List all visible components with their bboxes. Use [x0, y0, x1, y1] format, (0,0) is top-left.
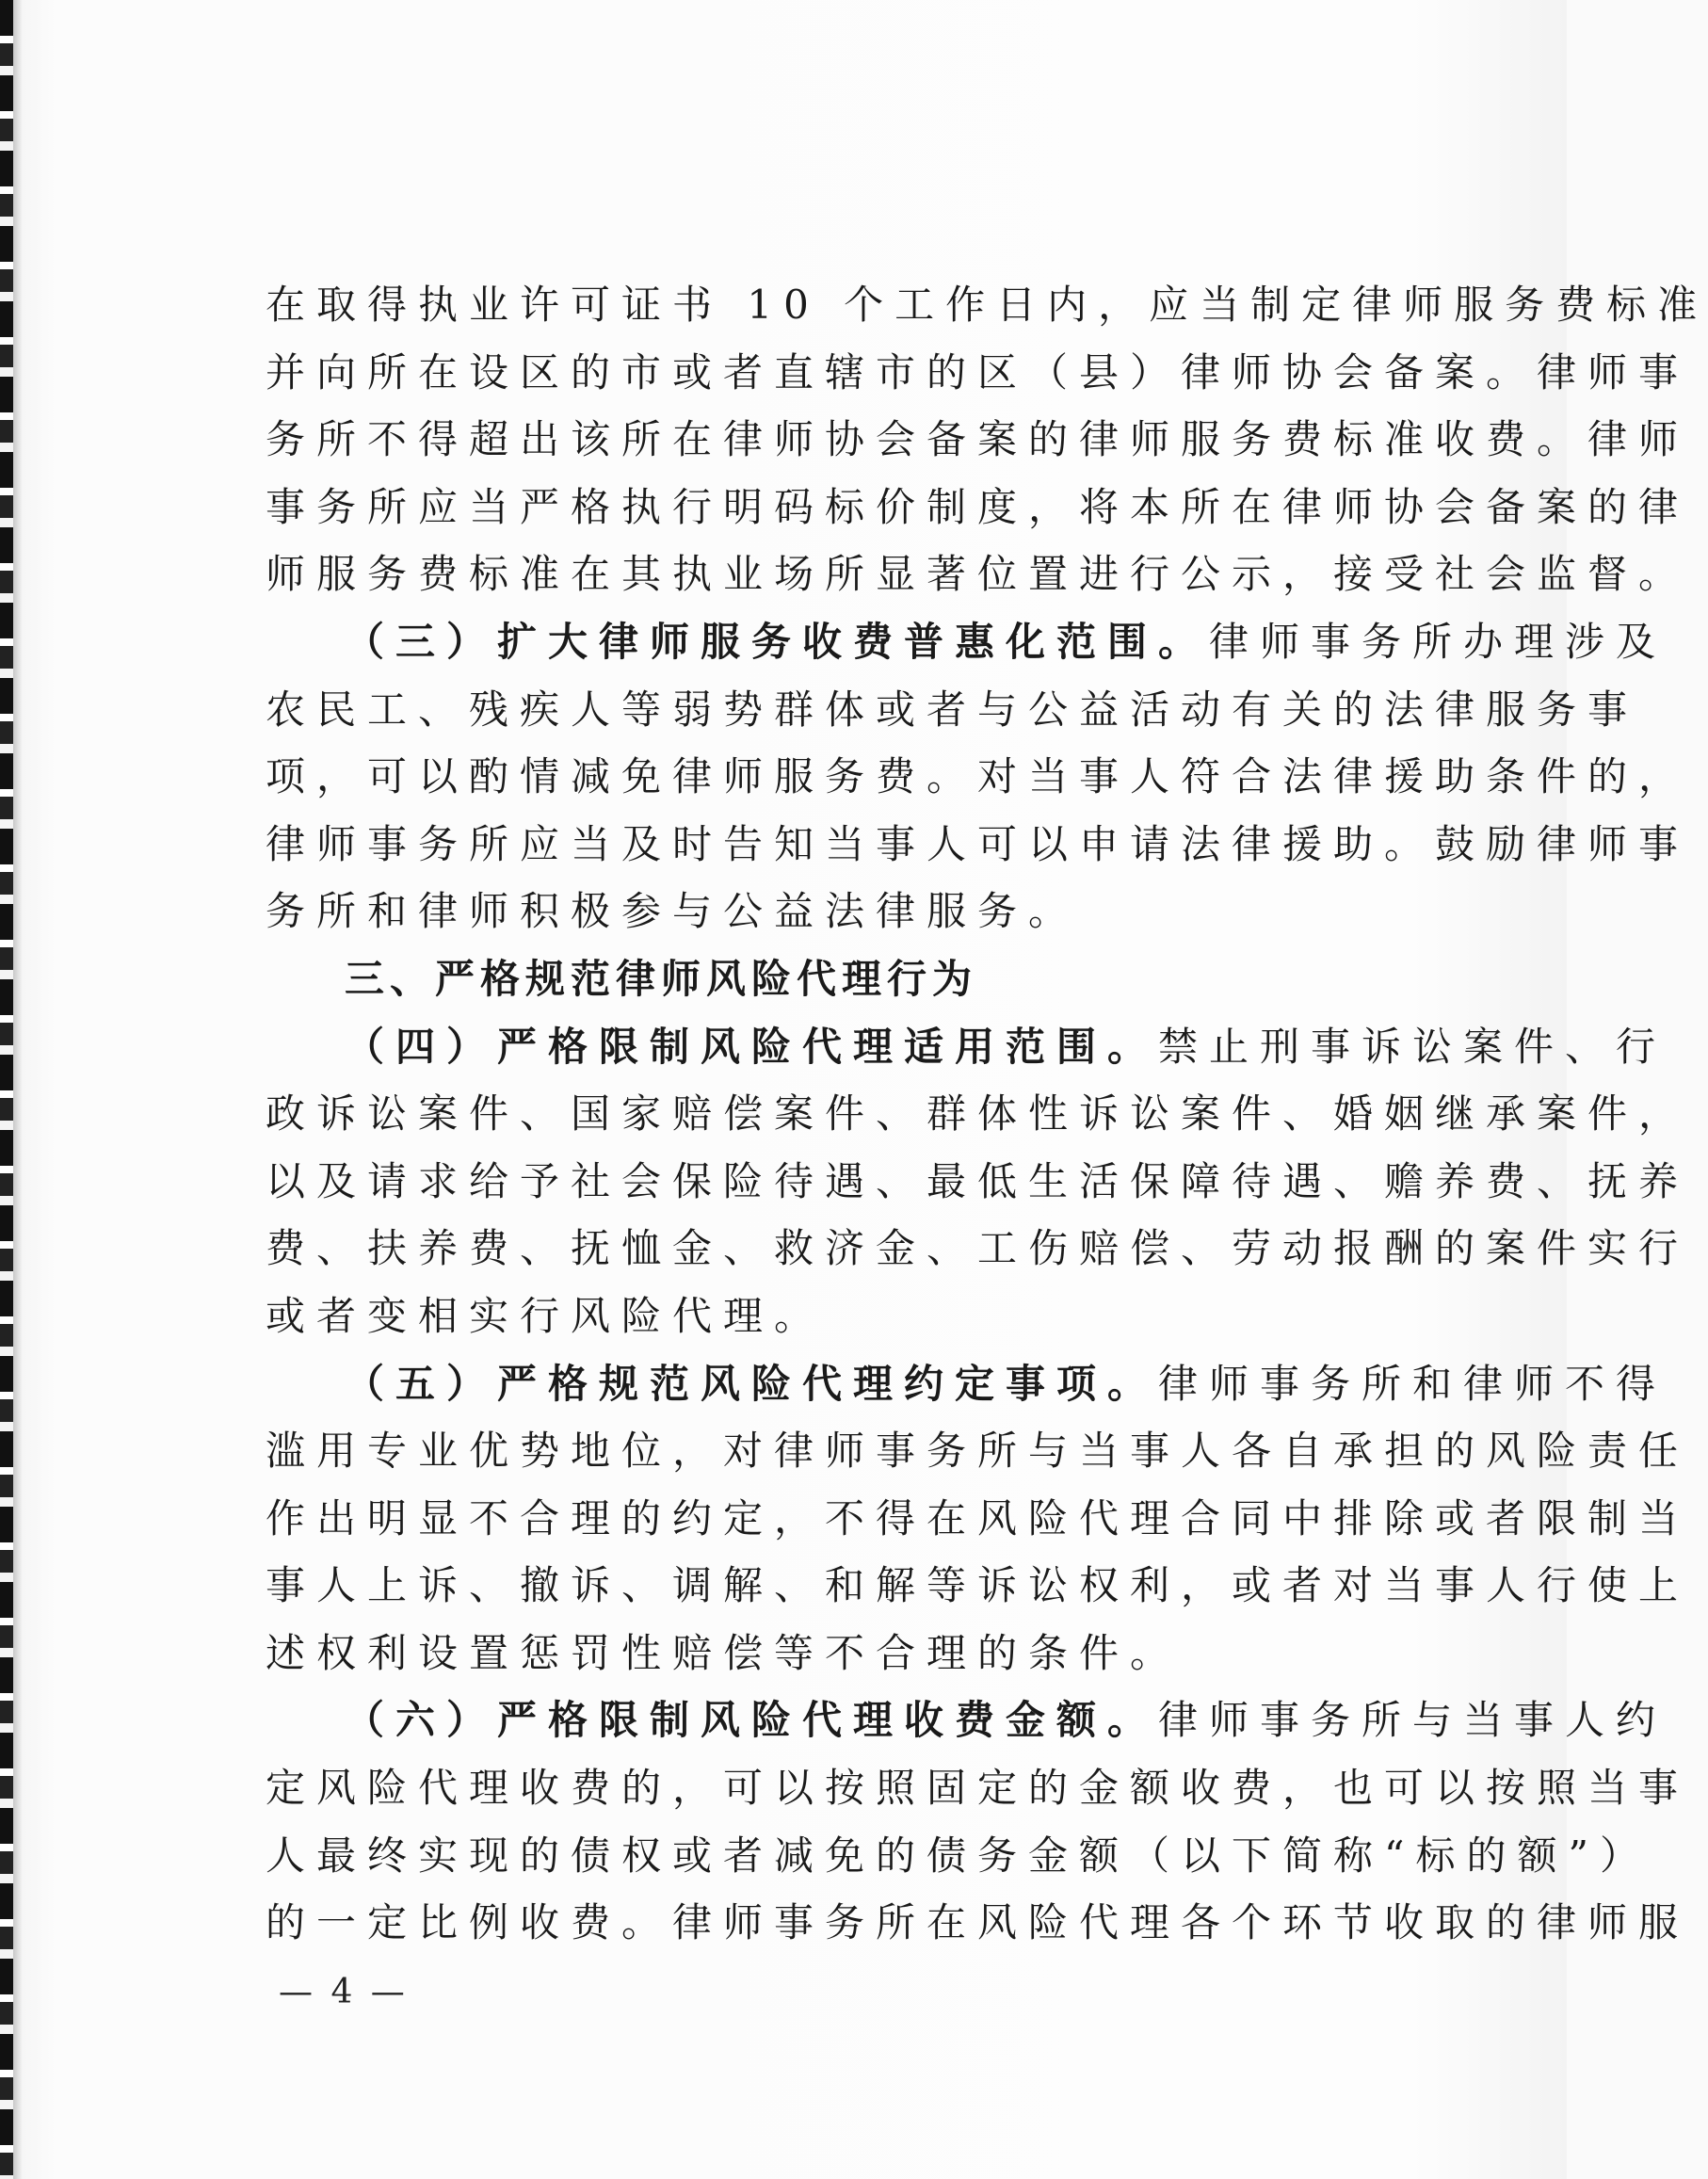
scan-binding-shadow: [13, 0, 23, 2179]
paragraph-six-first-line: [266, 1687, 1668, 1754]
body-line: 滥用专业优势地位，对律师事务所与当事人各自承担的风险责任: [266, 1428, 1690, 1475]
body-line: 并向所在设区的市或者直辖市的区（县）律师协会备案。律师事: [266, 348, 1690, 395]
body-line: 人最终实现的债权或者减免的债务金额（以下简称“标的额”）: [266, 1832, 1651, 1879]
paragraph-six-lead: （六）严格限制风险代理收费金额。: [345, 1697, 1159, 1744]
paragraph-four-text: 禁止刑事诉讼案件、行: [1158, 1023, 1668, 1070]
body-line: 务所不得超出该所在律师协会备案的律师服务费标准收费。律师: [266, 416, 1690, 463]
page-number: — 4 —: [279, 1973, 409, 2011]
paragraph-three-first-line: [266, 608, 1668, 676]
body-line: 项，可以酌情减免律师服务费。对当事人符合法律援助条件的，: [266, 753, 1690, 800]
paragraph-five-lead: （五）严格规范风险代理约定事项。: [345, 1360, 1159, 1407]
body-line: 务所和律师积极参与公益法律服务。: [266, 888, 1080, 935]
paragraph-three-lead: （三）扩大律师服务收费普惠化范围。: [345, 618, 1210, 665]
body-line: 事人上诉、撤诉、调解、和解等诉讼权利，或者对当事人行使上: [266, 1562, 1690, 1609]
body-line: 述权利设置惩罚性赔偿等不合理的条件。: [266, 1629, 1182, 1676]
paragraph-four-first-line: [266, 1013, 1668, 1081]
body-line: 定风险代理收费的，可以按照固定的金额收费，也可以按照当事: [266, 1765, 1690, 1812]
body-line: 费、扶养费、抚恤金、救济金、工伤赔偿、劳动报酬的案件实行: [266, 1225, 1690, 1272]
body-line: 的一定比例收费。律师事务所在风险代理各个环节收取的律师服: [266, 1899, 1690, 1946]
paragraph-six-text: 律师事务所与当事人约: [1158, 1697, 1668, 1744]
section-heading: 三、严格规范律师风险代理行为: [345, 955, 978, 1002]
paragraph-five-first-line: [266, 1350, 1668, 1418]
body-line: 在取得执业许可证书 10 个工作日内，应当制定律师服务费标准: [266, 282, 1708, 328]
body-line: 或者变相实行风险代理。: [266, 1292, 826, 1339]
body-line: 以及请求给予社会保险待遇、最低生活保障待遇、赡养费、抚养: [266, 1157, 1690, 1204]
document-body: [266, 271, 1708, 1957]
paragraph-five-text: 律师事务所和律师不得: [1158, 1360, 1668, 1407]
body-line: 律师事务所应当及时告知当事人可以申请法律援助。鼓励律师事: [266, 820, 1690, 867]
body-line: 农民工、残疾人等弱势群体或者与公益活动有关的法律服务事: [266, 686, 1639, 733]
paragraph-three-text: 律师事务所办理涉及: [1209, 618, 1668, 665]
paragraph-four-lead: （四）严格限制风险代理适用范围。: [345, 1023, 1159, 1070]
body-line: 作出明显不合理的约定，不得在风险代理合同中排除或者限制当: [266, 1494, 1690, 1541]
body-line: 政诉讼案件、国家赔偿案件、群体性诉讼案件、婚姻继承案件，: [266, 1090, 1690, 1138]
body-line: 师服务费标准在其执业场所显著位置进行公示，接受社会监督。: [266, 551, 1690, 598]
body-line: 事务所应当严格执行明码标价制度，将本所在律师协会备案的律: [266, 483, 1690, 530]
scan-binding-edge: [0, 0, 13, 2179]
